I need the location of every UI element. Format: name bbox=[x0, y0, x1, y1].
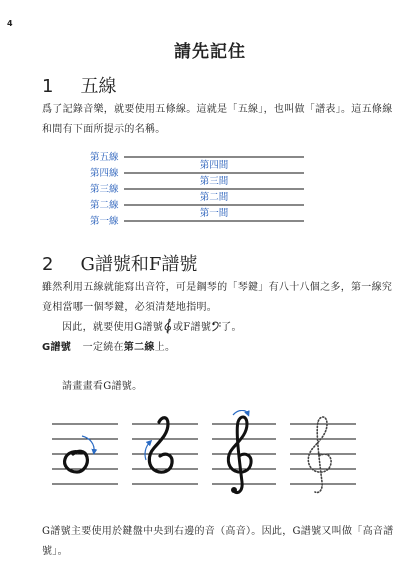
g-clef-step-3-icon bbox=[228, 410, 251, 493]
section-1-heading bbox=[42, 72, 117, 98]
space-label-3: 第三間 bbox=[199, 176, 229, 187]
line-label-1: 第一線 bbox=[90, 216, 119, 227]
line-label-3: 第三線 bbox=[90, 184, 119, 195]
text-fragment: 上。 bbox=[154, 342, 176, 353]
text-fragment: 因此，就要使用G譜號 bbox=[62, 322, 163, 333]
staff-diagram bbox=[0, 145, 420, 235]
line-label-4: 第四線 bbox=[90, 168, 119, 179]
text-fragment: 一定繞在 bbox=[82, 342, 124, 353]
section-2-text-2 bbox=[62, 318, 420, 338]
section-number: 1 bbox=[42, 76, 54, 97]
section-title: 五線 bbox=[80, 76, 117, 97]
g-clef-label: G譜號 bbox=[42, 342, 72, 353]
text-fragment: 第二線 bbox=[123, 342, 155, 353]
space-label-4: 第四間 bbox=[199, 160, 229, 171]
section-number: 2 bbox=[42, 254, 54, 275]
page-number: 4 bbox=[7, 19, 13, 28]
space-label-1: 第一間 bbox=[199, 208, 229, 219]
line-labels bbox=[90, 151, 119, 227]
f-clef-small-icon bbox=[211, 320, 221, 332]
g-clef-steps bbox=[0, 410, 420, 500]
section-2-footer-text: G譜號主要使用於鍵盤中央到右邊的音（高音）。因此，G譜號又叫做「高音譜號」。 bbox=[42, 526, 394, 557]
draw-prompt: 請畫畫看G譜號。 bbox=[62, 381, 143, 392]
section-1-text: 爲了記錄音樂，就要使用五條線。這就是「五線」，也叫做「譜表」。這五條線和間有下面所提示的名稱。 bbox=[42, 104, 393, 135]
section-2-heading bbox=[42, 250, 197, 276]
section-2-g-rule bbox=[42, 338, 402, 358]
text-fragment: 或F譜號 bbox=[173, 322, 212, 333]
line-label-2: 第二線 bbox=[90, 200, 119, 211]
page-title: 請先記住 bbox=[174, 42, 246, 62]
g-clef-step-2-icon bbox=[145, 418, 172, 472]
space-label-2: 第二間 bbox=[199, 192, 229, 203]
line-label-5: 第五線 bbox=[90, 152, 119, 163]
text-fragment: 了。 bbox=[221, 322, 242, 333]
g-clef-trace-icon bbox=[308, 417, 331, 493]
section-title: G譜號和F譜號 bbox=[80, 254, 198, 275]
section-2-text-1: 雖然利用五線就能寫出音符，可是鋼琴的「琴鍵」有八十八個之多，第一線究竟相當哪一個琴鍵，必須清楚地指明。 bbox=[42, 282, 393, 313]
g-clef-small-icon bbox=[163, 318, 173, 334]
